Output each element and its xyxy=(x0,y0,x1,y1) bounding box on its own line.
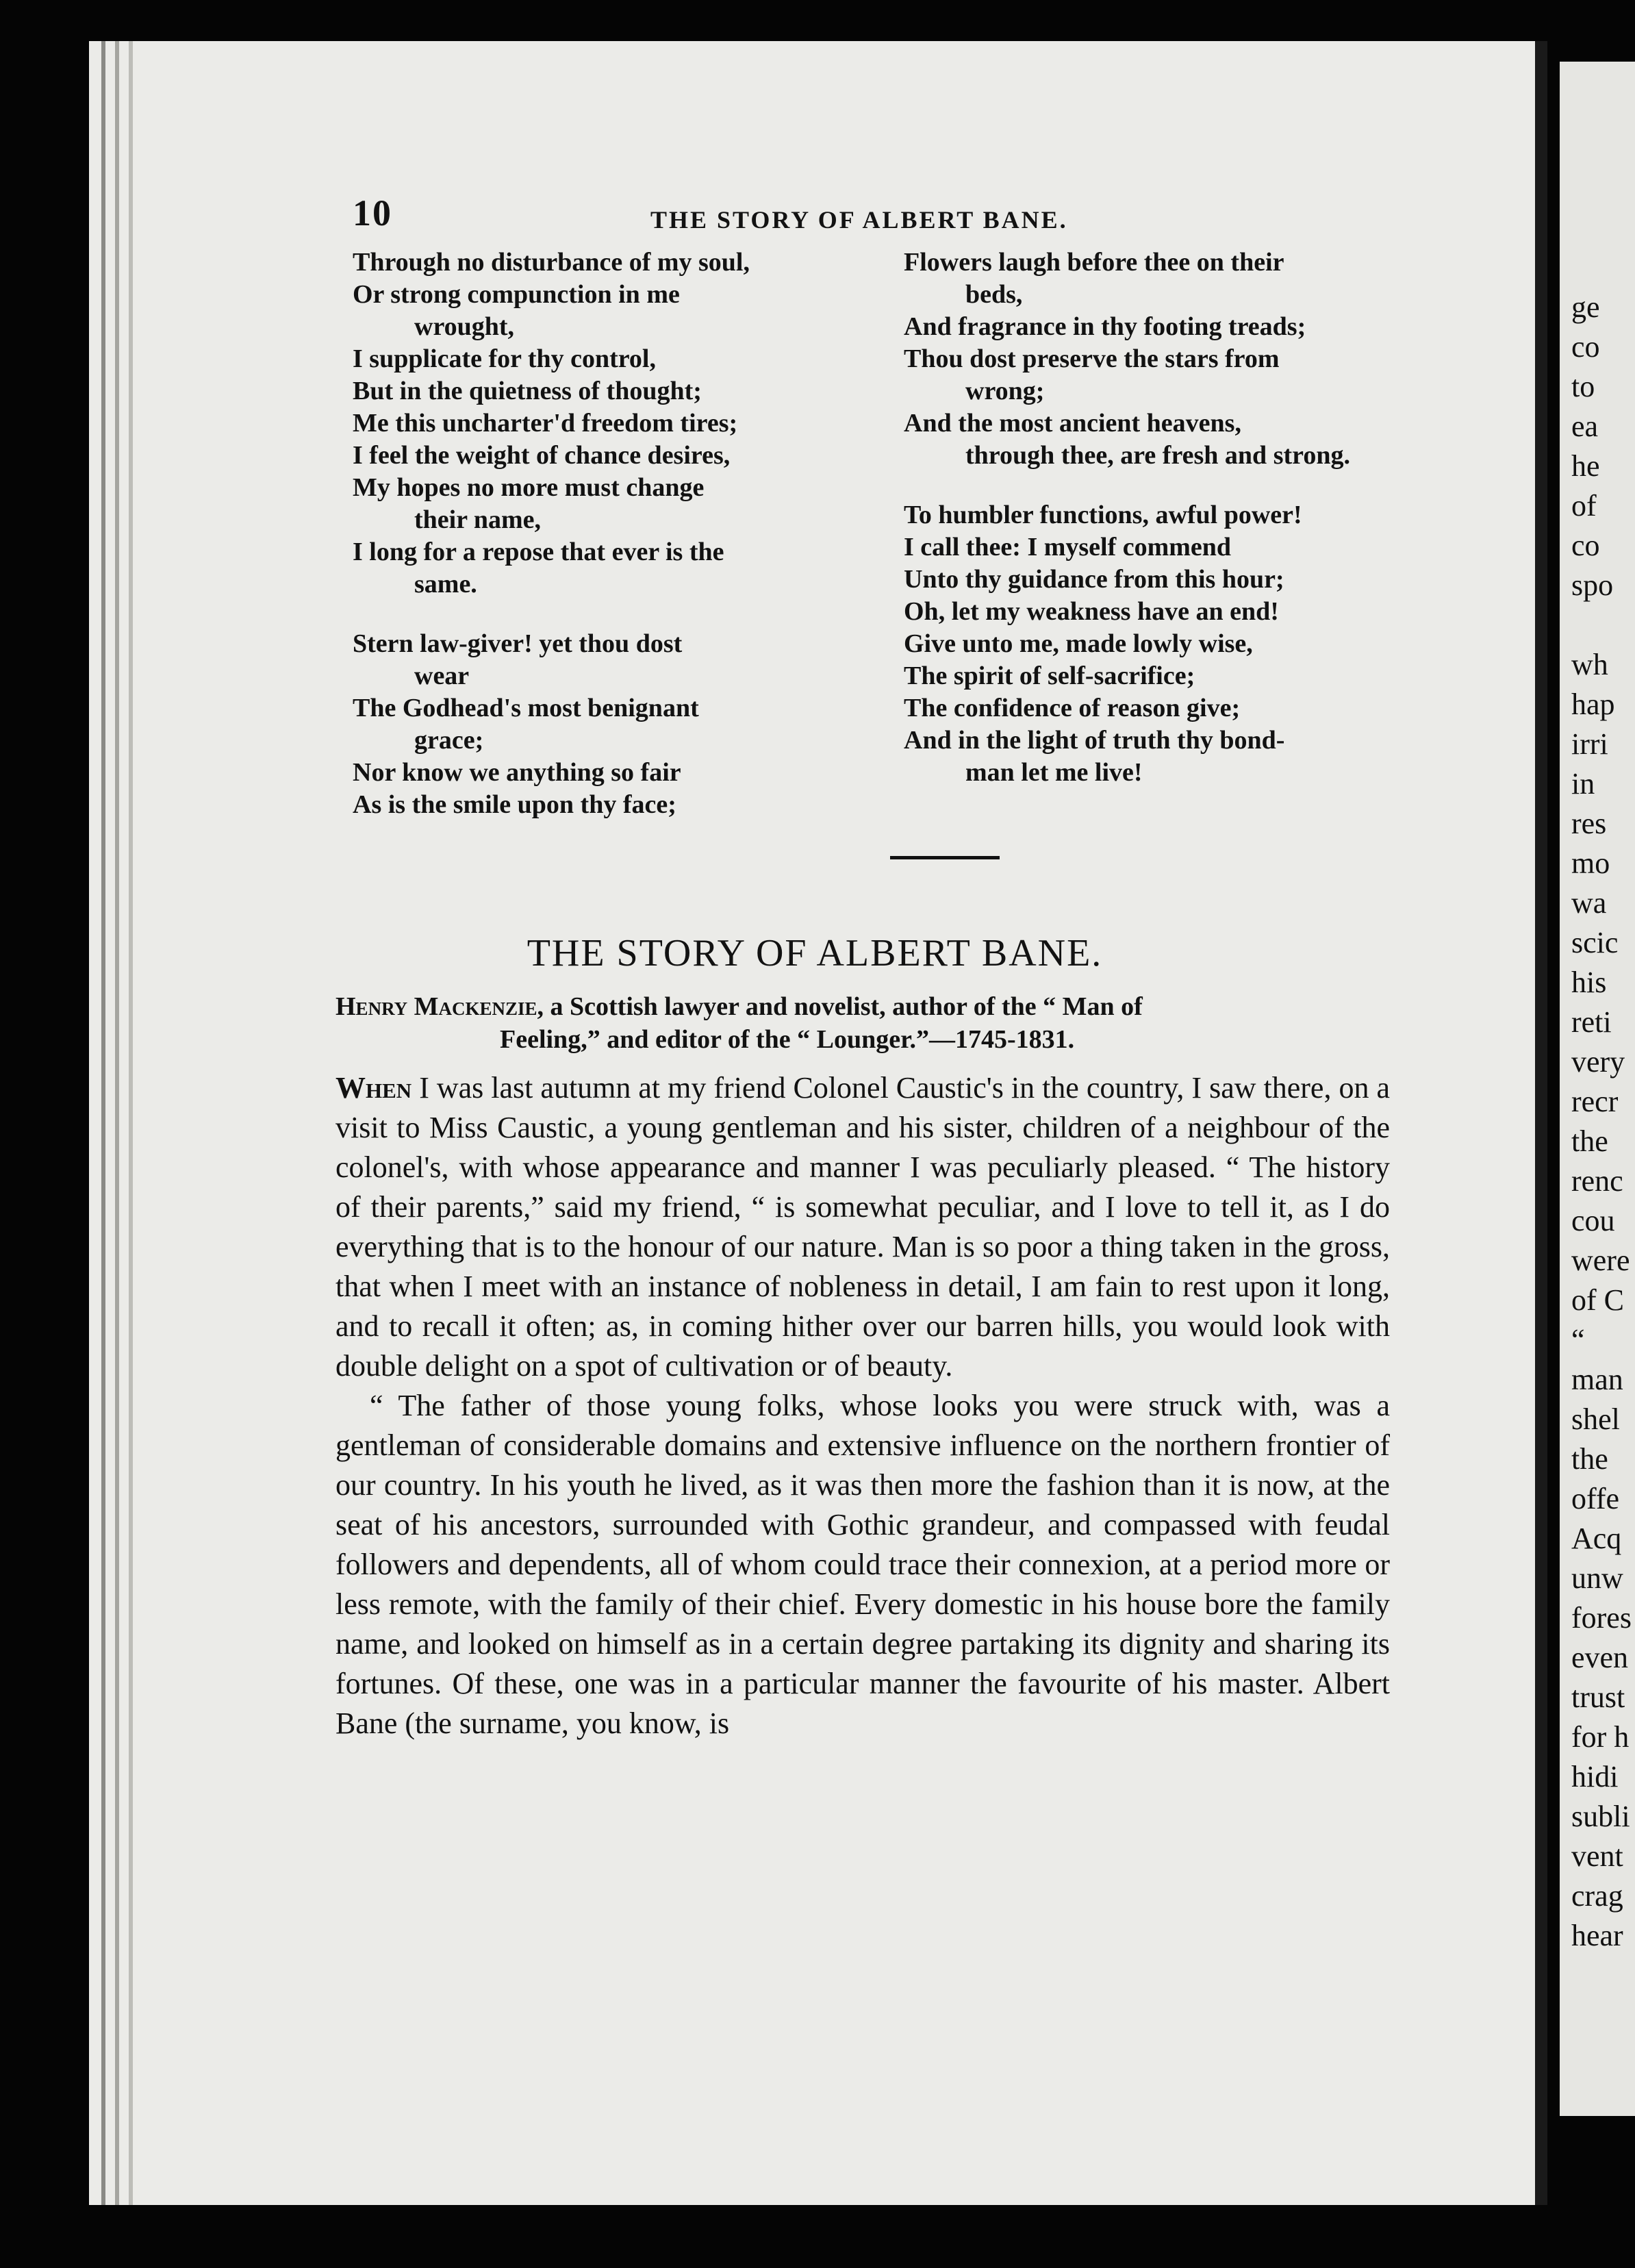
verse-line: Unto thy guidance from this hour; xyxy=(904,565,1284,594)
facing-page-fragment: very xyxy=(1571,1045,1625,1079)
paragraph: “ The father of those young folks, whose looks you were struck with, was a gentleman of considerable domains and extensive influence on the northern frontier of our country. In his youth he lived, as it was then more the fashion than it is now, at the seat of his ancestors, surrounded with Gothic grandeur, and compassed with feudal followers and dependents, all of whom could trace their connexion, at a period more or less remote, with the family of their chief. Every domestic in his house bore the family name, and looked on himself as in a certain degree partaking its dignity and sharing its fortunes. Of these, one was in a particular manner the favourite of his master. Albert Bane (the surname, you know, is xyxy=(335,1389,1390,1740)
attribution-line-2: Feeling,” and editor of the “ Lounger.”—1745-1831. xyxy=(500,1025,1075,1054)
facing-page-fragment: irri xyxy=(1571,727,1608,761)
facing-page-fragment: were xyxy=(1571,1244,1630,1277)
facing-page-fragment: for h xyxy=(1571,1720,1630,1754)
running-title: THE STORY OF ALBERT BANE. xyxy=(650,206,1068,234)
facing-page-text xyxy=(1571,288,1635,1956)
facing-page-fragment: scic xyxy=(1571,926,1619,959)
facing-page-fragment: hidi xyxy=(1571,1760,1619,1793)
verse-line: I supplicate for thy control, xyxy=(353,344,656,373)
facing-page-fragment: unw xyxy=(1571,1561,1623,1595)
facing-page-fragment: he xyxy=(1571,449,1600,483)
facing-page-fragment: “ xyxy=(1571,1323,1585,1357)
facing-page-fragment: hap xyxy=(1571,688,1615,721)
facing-page-fragment: his xyxy=(1571,966,1607,999)
verse-line: Or strong compunction in me xyxy=(353,280,680,309)
facing-page-fragment: recr xyxy=(1571,1085,1619,1118)
facing-page-fragment: wh xyxy=(1571,648,1608,681)
facing-page-fragment: reti xyxy=(1571,1005,1612,1039)
verse-line: beds, xyxy=(965,280,1023,309)
facing-page-fragment: wa xyxy=(1571,886,1607,920)
facing-page-fragment: man xyxy=(1571,1363,1623,1396)
verse-line: Nor know we anything so fair xyxy=(353,758,681,787)
verse-line: And in the light of truth thy bond- xyxy=(904,726,1285,755)
paragraph-text: I was last autumn at my friend Colonel Caustic's in the country, I saw there, on a visit to Miss Caustic, a young gentleman and his sister, children of a neighbour of the colonel's, with whose appearance and manner I was peculiarly pleased. “ The history of their parents,” said my friend, “ is somewhat peculiar, and I love to tell it, as I do everything that is to the honour of our nature. Man is so poor a thing taken in the gross, that when I meet with an instance of nobleness in detail, I am fain to rest upon it long, and to recall it often; as, in coming hither over our barren hills, you would look with double delight on a spot of cultivation or of beauty. xyxy=(335,1071,1390,1383)
facing-page-fragment: Acq xyxy=(1571,1522,1622,1555)
facing-page-fragment: the xyxy=(1571,1124,1608,1158)
page-edge-line xyxy=(101,41,105,2205)
facing-page-fragment: of C xyxy=(1571,1283,1624,1317)
facing-page-fragment: spo xyxy=(1571,568,1614,602)
divider-rule xyxy=(890,856,1000,859)
page-number: 10 xyxy=(353,192,392,234)
poem-right-column xyxy=(904,247,1445,816)
facing-page-fragment: hear xyxy=(1571,1919,1623,1952)
verse-line: wrong; xyxy=(965,377,1045,405)
facing-page-fragment: co xyxy=(1571,330,1600,364)
binding-shadow xyxy=(1535,41,1547,2205)
facing-page-fragment: to xyxy=(1571,370,1595,403)
facing-page-fragment: mo xyxy=(1571,846,1610,880)
facing-page-fragment: co xyxy=(1571,529,1600,562)
page-edge-line xyxy=(129,41,133,2205)
facing-page-fragment: offe xyxy=(1571,1482,1620,1515)
facing-page-fragment: fores xyxy=(1571,1601,1632,1635)
verse-line: man let me live! xyxy=(965,758,1143,787)
section-divider xyxy=(240,849,1417,897)
poem-left-column xyxy=(353,247,893,848)
story-body xyxy=(240,1068,1417,1743)
verse-line: through thee, are fresh and strong. xyxy=(965,441,1350,470)
facing-page-fragment: cou xyxy=(1571,1204,1615,1237)
author-name: Henry Mackenzie xyxy=(335,992,537,1021)
verse-line: The Godhead's most benignant xyxy=(353,694,699,722)
verse-line: I long for a repose that ever is the xyxy=(353,538,724,566)
facing-page-fragment: vent xyxy=(1571,1839,1623,1873)
page-edge-line xyxy=(115,41,119,2205)
verse-line: Thou dost preserve the stars from xyxy=(904,344,1280,373)
stanza xyxy=(353,628,893,821)
verse-line: their name, xyxy=(414,505,542,534)
story-title: THE STORY OF ALBERT BANE. xyxy=(527,932,1103,974)
verse-line: But in the quietness of thought; xyxy=(353,377,702,405)
verse-line: Give unto me, made lowly wise, xyxy=(904,629,1253,658)
verse-line: Oh, let my weakness have an end! xyxy=(904,597,1279,626)
author-attribution xyxy=(240,990,1417,1056)
verse-line: My hopes no more must change xyxy=(353,473,705,502)
facing-page-fragment: of xyxy=(1571,489,1597,522)
verse-line: And the most ancient heavens, xyxy=(904,409,1241,438)
facing-page-fragment: even xyxy=(1571,1641,1629,1674)
attribution-line-1: , a Scottish lawyer and novelist, author of the “ Man of xyxy=(537,992,1143,1021)
facing-page-fragment: renc xyxy=(1571,1164,1623,1198)
facing-page-fragment: shel xyxy=(1571,1402,1620,1436)
running-head xyxy=(240,164,1417,247)
poem xyxy=(240,247,1417,849)
verse-line: I feel the weight of chance desires, xyxy=(353,441,731,470)
facing-page-fragment: trust xyxy=(1571,1680,1625,1714)
verse-line: wear xyxy=(414,662,470,690)
verse-line: wrought, xyxy=(414,312,515,341)
verse-line: same. xyxy=(414,570,477,598)
verse-line: Flowers laugh before thee on their xyxy=(904,248,1284,277)
verse-line: To humbler functions, awful power! xyxy=(904,501,1302,529)
verse-line: Through no disturbance of my soul, xyxy=(353,248,750,277)
facing-page-fragment: subli xyxy=(1571,1800,1630,1833)
facing-page-fragment: ge xyxy=(1571,290,1600,324)
stanza xyxy=(353,247,893,601)
verse-line: The confidence of reason give; xyxy=(904,694,1241,722)
verse-line: I call thee: I myself commend xyxy=(904,533,1232,562)
facing-page-fragment: crag xyxy=(1571,1879,1623,1913)
opening-word: When xyxy=(335,1071,412,1105)
verse-line: The spirit of self-sacrifice; xyxy=(904,662,1195,690)
paragraph xyxy=(335,1068,1390,1386)
facing-page-fragment: in xyxy=(1571,767,1595,801)
stanza xyxy=(904,247,1445,472)
facing-page-fragment: ea xyxy=(1571,410,1599,443)
verse-line: As is the smile upon thy face; xyxy=(353,790,676,819)
verse-line: And fragrance in thy footing treads; xyxy=(904,312,1306,341)
verse-line: Me this uncharter'd freedom tires; xyxy=(353,409,738,438)
facing-page-fragment: the xyxy=(1571,1442,1608,1476)
facing-page-fragment: res xyxy=(1571,807,1607,840)
stanza xyxy=(904,499,1445,789)
facing-page-fragment xyxy=(1571,605,1635,645)
page-content xyxy=(240,164,1417,1743)
verse-line: Stern law-giver! yet thou dost xyxy=(353,629,683,658)
verse-line: grace; xyxy=(414,726,484,755)
